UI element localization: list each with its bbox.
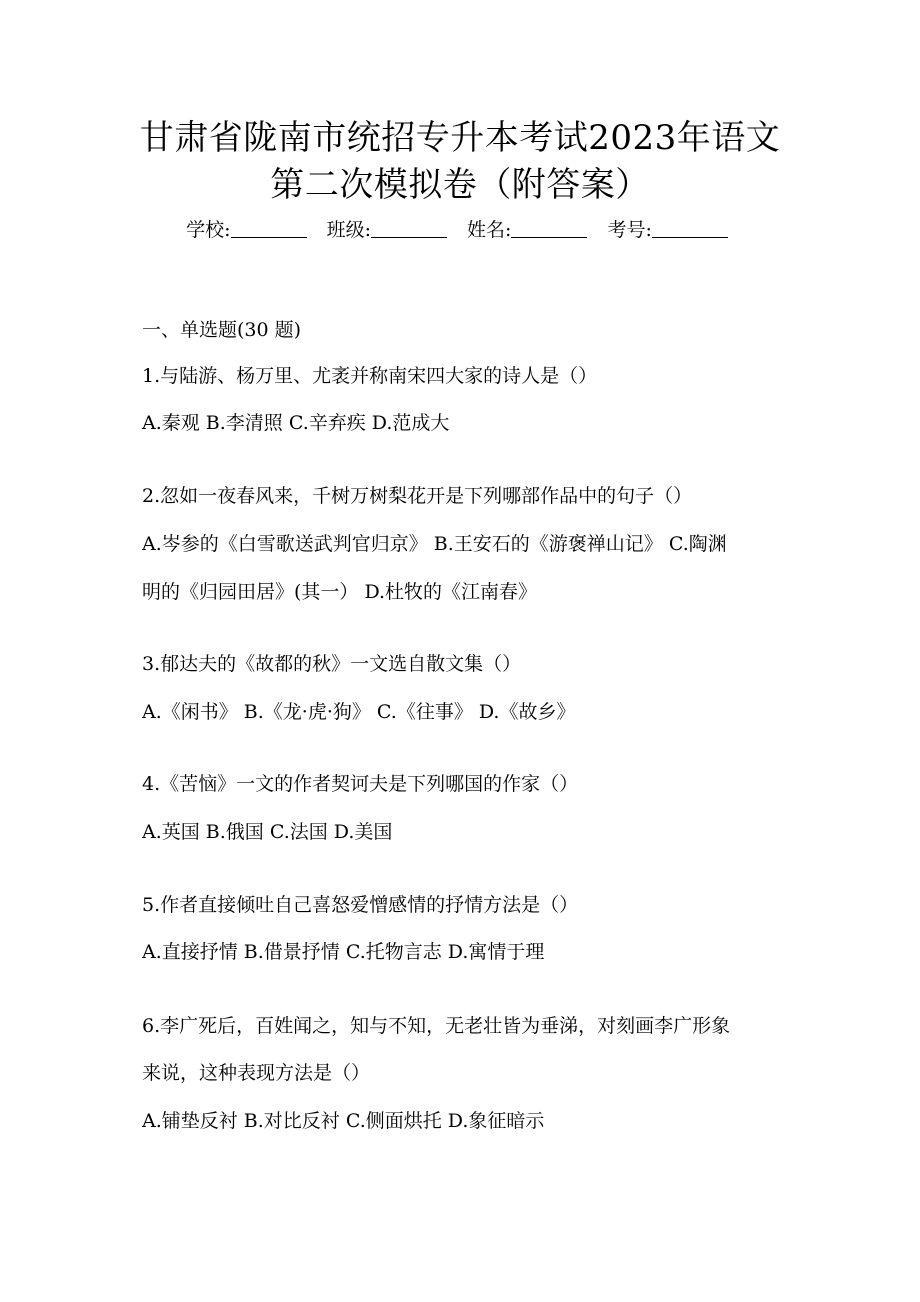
student-info-row [0,216,920,244]
name-blank[interactable] [511,219,587,238]
question-2-options-line2: 明的《归园田居》(其一） D.杜牧的《江南春》 [142,581,538,603]
class-label: 班级: [326,219,371,241]
question-2-options-line1: A.岑参的《白雪歌送武判官归京》 B.王安石的《游褒禅山记》 C.陶渊 [142,533,727,555]
school-blank[interactable] [231,219,307,238]
question-4-stem: 4.《苦恼》一文的作者契诃夫是下列哪国的作家（） [142,773,579,795]
question-6-stem-line2: 来说，这种表现方法是（） [142,1062,371,1084]
exam-title-line2: 第二次模拟卷（附答案） [270,165,650,205]
exam-number-blank[interactable] [652,219,728,238]
class-blank[interactable] [371,219,447,238]
class-field [327,219,453,241]
exam-number-label: 考号: [607,219,652,241]
question-6-stem-line1: 6.李广死后，百姓闻之，知与不知，无老壮皆为垂涕，对刻画李广形象 [142,1015,731,1037]
exam-number-field [607,219,733,241]
question-6-options: A.铺垫反衬 B.对比反衬 C.侧面烘托 D.象征暗示 [142,1110,545,1132]
question-2-stem: 2.忽如一夜春风来，千树万树梨花开是下列哪部作品中的句子（） [142,485,693,507]
school-label: 学校: [186,219,231,241]
exam-title-line1: 甘肃省陇南市统招专升本考试2023年语文 [139,118,781,158]
question-1-options: A.秦观 B.李清照 C.辛弃疾 D.范成大 [142,412,450,434]
question-3-options: A.《闲书》 B.《龙·虎·狗》 C.《往事》 D.《故乡》 [142,701,576,723]
section-heading: 一、单选题(30 题) [142,319,302,341]
question-3-stem: 3.郁达夫的《故都的秋》一文选自散文集（） [142,653,522,675]
question-1-stem: 1.与陆游、杨万里、尤袤并称南宋四大家的诗人是（） [142,365,598,387]
question-5-stem: 5.作者直接倾吐自己喜怒爱憎感情的抒情方法是（） [142,894,579,916]
name-label: 姓名: [467,219,512,241]
question-5-options: A.直接抒情 B.借景抒情 C.托物言志 D.寓情于理 [142,941,545,963]
school-field [186,219,312,241]
name-field [467,219,593,241]
question-4-options: A.英国 B.俄国 C.法国 D.美国 [142,821,393,843]
